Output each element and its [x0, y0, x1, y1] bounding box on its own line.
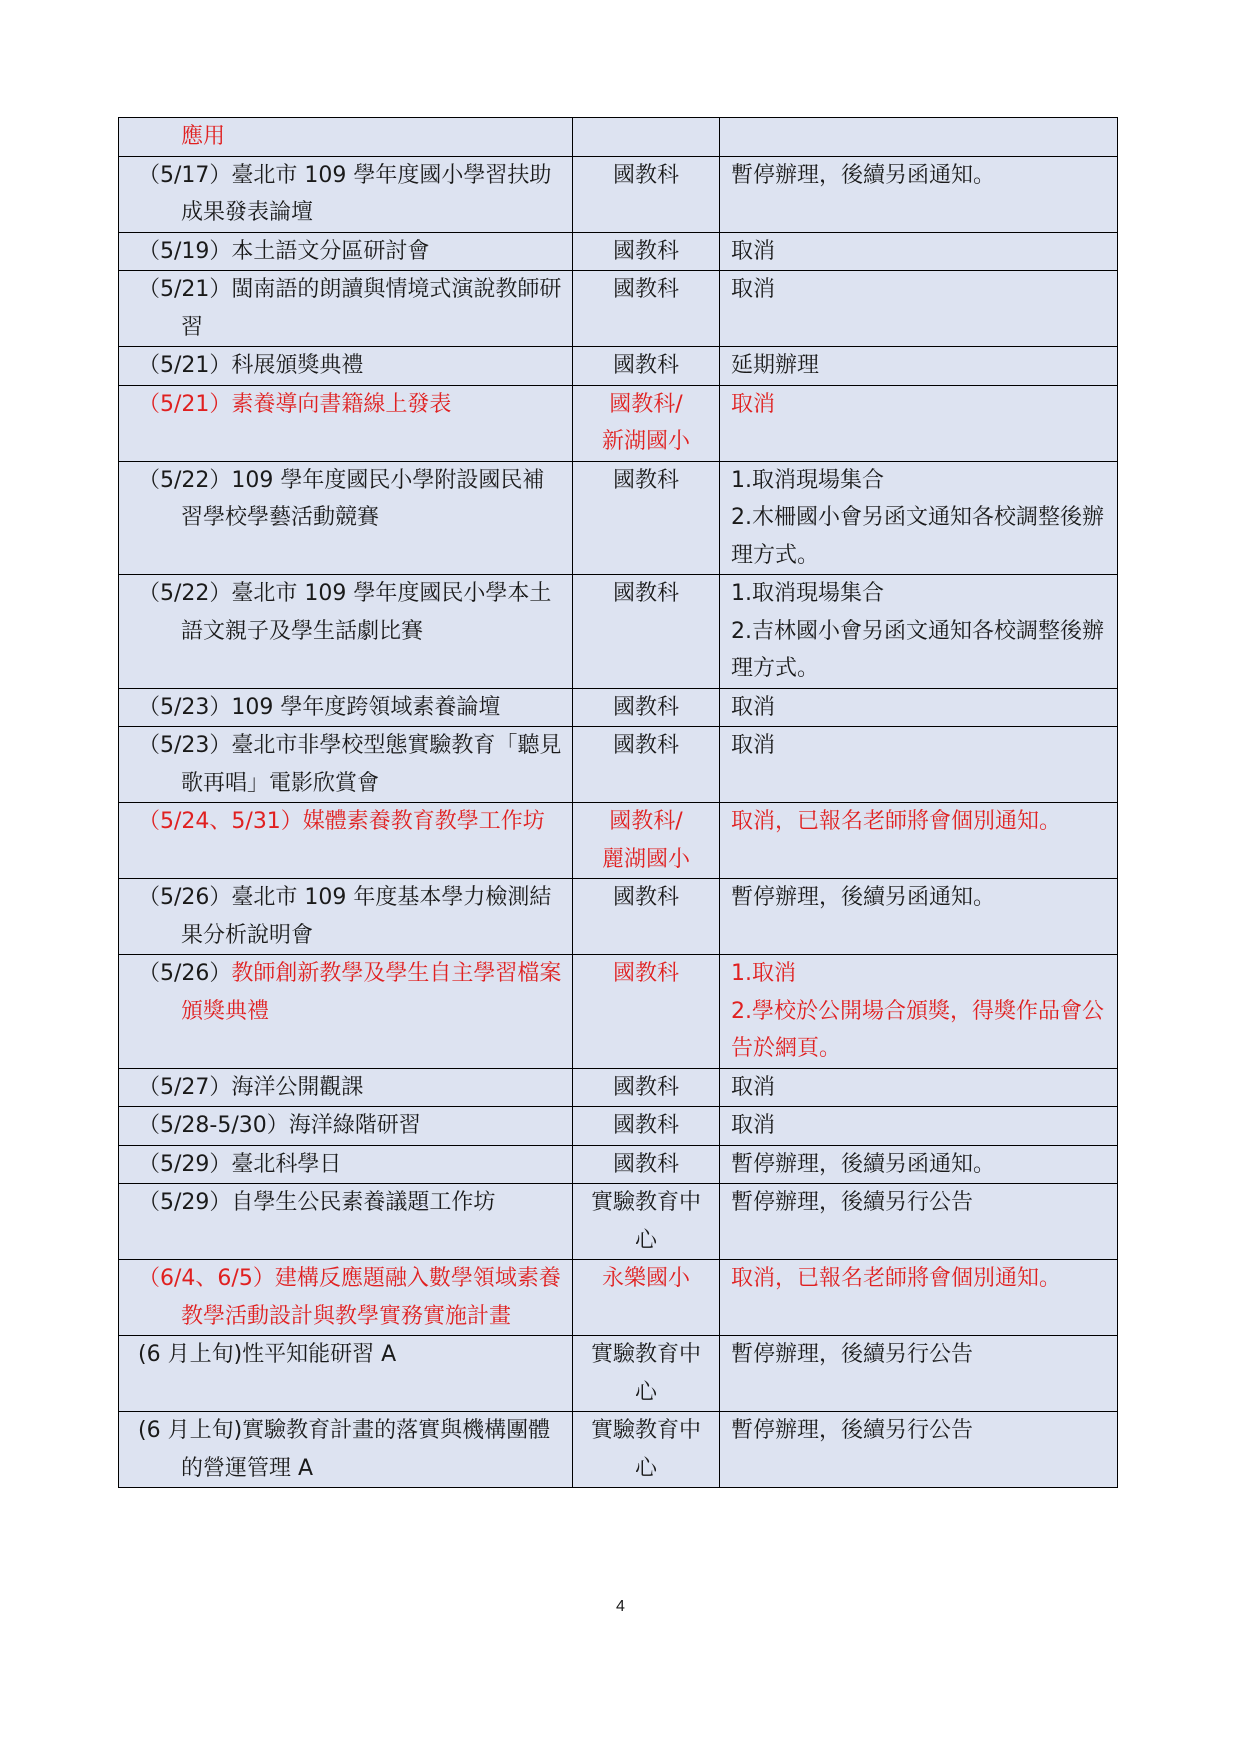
organizer-text: 國教科 — [612, 1151, 679, 1177]
organizer-cell — [573, 1145, 720, 1184]
organizer-text: 實驗教育中 — [590, 1190, 701, 1215]
status-text: 暫停辦理，後續另行公告 — [731, 1418, 974, 1443]
status-cell — [720, 575, 1118, 689]
event-cell — [119, 1184, 573, 1260]
event-status-table — [118, 117, 1118, 1488]
status-text: 取消 — [731, 733, 776, 758]
status-text: 取消，已報名老師將會個別通知。 — [731, 1266, 1062, 1291]
page-number: 4 — [616, 1598, 625, 1615]
event-text: （5/21）素養導向書籍線上發表 — [138, 391, 452, 417]
table-row — [119, 385, 1118, 461]
status-cell — [720, 385, 1118, 461]
event-text: （5/27）海洋公開觀課 — [138, 1074, 364, 1100]
status-text: 取消 — [731, 694, 776, 720]
organizer-text: 國教科 — [612, 277, 679, 302]
organizer-text: 國教科/ — [609, 809, 683, 834]
event-text: 應用 — [181, 124, 226, 149]
table-row — [119, 118, 1118, 157]
table-row — [119, 271, 1118, 347]
status-text: 暫停辦理，後續另函通知。 — [731, 162, 996, 188]
organizer-text: 國教科 — [612, 885, 679, 910]
organizer-cell — [573, 461, 720, 575]
table-row — [119, 575, 1118, 689]
status-cell — [720, 156, 1118, 232]
organizer-cell — [573, 803, 720, 879]
table-row — [119, 1145, 1118, 1184]
table-row — [119, 1336, 1118, 1412]
organizer-text: 心 — [634, 1379, 657, 1405]
event-cell — [119, 1145, 573, 1184]
table-row — [119, 1068, 1118, 1107]
status-cell — [720, 879, 1118, 955]
organizer-cell — [573, 688, 720, 727]
status-text: 暫停辦理，後續另行公告 — [731, 1342, 974, 1367]
status-text: 1.取消現場集合 — [731, 467, 884, 493]
organizer-text: 新湖國小 — [601, 429, 690, 454]
organizer-cell — [573, 385, 720, 461]
event-text: （6/4、6/5）建構反應題融入數學領域素養教學活動設計與教學實務實施計畫 — [138, 1266, 561, 1329]
organizer-cell — [573, 955, 720, 1069]
event-date: （5/26） — [138, 961, 232, 986]
status-text: 暫停辦理，後續另行公告 — [731, 1190, 974, 1215]
organizer-cell — [573, 1336, 720, 1412]
status-cell — [720, 803, 1118, 879]
organizer-cell — [573, 118, 720, 157]
organizer-cell — [573, 1107, 720, 1146]
table-row — [119, 1107, 1118, 1146]
status-text: 延期辦理 — [731, 353, 820, 378]
status-cell — [720, 118, 1118, 157]
event-cell — [119, 688, 573, 727]
table-row — [119, 232, 1118, 271]
organizer-text: 國教科 — [612, 353, 679, 378]
event-text: （5/19）本土語文分區研討會 — [138, 238, 430, 264]
status-cell — [720, 347, 1118, 386]
table-row — [119, 156, 1118, 232]
table-row — [119, 727, 1118, 803]
event-text: （5/28-5/30）海洋綠階研習 — [138, 1113, 421, 1138]
organizer-text: 麗湖國小 — [601, 846, 690, 872]
organizer-text: 國教科 — [612, 238, 679, 264]
event-cell — [119, 727, 573, 803]
organizer-text: 國教科 — [612, 581, 679, 606]
organizer-cell — [573, 1184, 720, 1260]
status-text: 取消 — [731, 1074, 776, 1100]
status-text: 暫停辦理，後續另函通知。 — [731, 885, 996, 910]
status-cell — [720, 1107, 1118, 1146]
event-cell — [119, 232, 573, 271]
event-cell — [119, 1068, 573, 1107]
organizer-cell — [573, 156, 720, 232]
organizer-cell — [573, 347, 720, 386]
organizer-text: 心 — [634, 1227, 657, 1253]
event-text: （5/22）109 學年度國民小學附設國民補習學校學藝活動競賽 — [138, 467, 545, 530]
organizer-cell — [573, 271, 720, 347]
event-cell — [119, 271, 573, 347]
status-text: 取消，已報名老師將會個別通知。 — [731, 809, 1062, 834]
status-text: 暫停辦理，後續另函通知。 — [731, 1151, 996, 1177]
status-cell — [720, 955, 1118, 1069]
event-text: （5/24、5/31）媒體素養教育教學工作坊 — [138, 809, 545, 834]
status-text: 取消 — [731, 238, 776, 264]
status-cell — [720, 688, 1118, 727]
event-text — [138, 955, 564, 1030]
organizer-text: 國教科 — [612, 733, 679, 758]
organizer-text: 實驗教育中 — [590, 1342, 701, 1367]
event-text: （5/23）臺北市非學校型態實驗教育「聽見歌再唱」電影欣賞會 — [138, 733, 562, 796]
table-row — [119, 1260, 1118, 1336]
table-row — [119, 879, 1118, 955]
status-text: 2.學校於公開場合頒獎，得獎作品會公告於網頁。 — [731, 998, 1104, 1061]
status-cell — [720, 232, 1118, 271]
status-text: 1.取消現場集合 — [731, 581, 884, 606]
organizer-text: 國教科 — [612, 961, 679, 986]
event-text: （5/23）109 學年度跨領域素養論壇 — [138, 694, 501, 720]
event-text: （5/29）自學生公民素養議題工作坊 — [138, 1190, 496, 1215]
organizer-cell — [573, 727, 720, 803]
event-text: （5/29）臺北科學日 — [138, 1151, 342, 1177]
event-cell — [119, 955, 573, 1069]
organizer-text: 國教科 — [612, 1113, 679, 1138]
status-cell — [720, 1336, 1118, 1412]
organizer-cell — [573, 1260, 720, 1336]
organizer-text: 國教科/ — [609, 391, 683, 417]
table-body — [119, 118, 1118, 1488]
organizer-text: 實驗教育中 — [590, 1418, 701, 1443]
event-cell — [119, 879, 573, 955]
event-cell — [119, 1412, 573, 1488]
event-cell — [119, 1336, 573, 1412]
status-text: 2.吉林國小會另函文通知各校調整後辦理方式。 — [731, 618, 1104, 681]
event-text: （5/21）閩南語的朗讀與情境式演說教師研習 — [138, 277, 562, 340]
organizer-cell — [573, 1412, 720, 1488]
table-row — [119, 1412, 1118, 1488]
table-row — [119, 347, 1118, 386]
status-text: 取消 — [731, 1113, 776, 1138]
status-text: 2.木柵國小會另函文通知各校調整後辦理方式。 — [731, 505, 1104, 568]
event-cell — [119, 385, 573, 461]
event-title: 教師創新教學及學生自主學習檔案頒獎典禮 — [181, 961, 562, 1024]
table-row — [119, 461, 1118, 575]
event-cell — [119, 1107, 573, 1146]
status-cell — [720, 1145, 1118, 1184]
table-row — [119, 1184, 1118, 1260]
event-text: (6 月上旬)性平知能研習 A — [138, 1342, 397, 1367]
status-text: 取消 — [731, 391, 776, 417]
organizer-cell — [573, 575, 720, 689]
event-cell — [119, 461, 573, 575]
event-text: （5/17）臺北市 109 學年度國小學習扶助成果發表論壇 — [138, 162, 552, 225]
event-cell — [119, 347, 573, 386]
organizer-text: 國教科 — [612, 467, 679, 493]
event-cell — [119, 803, 573, 879]
organizer-cell — [573, 232, 720, 271]
event-cell — [119, 156, 573, 232]
status-cell — [720, 1068, 1118, 1107]
status-cell — [720, 461, 1118, 575]
event-text: (6 月上旬)實驗教育計畫的落實與機構團體的營運管理 A — [138, 1418, 551, 1481]
status-text: 取消 — [731, 277, 776, 302]
organizer-text: 國教科 — [612, 1074, 679, 1100]
organizer-cell — [573, 879, 720, 955]
table-row — [119, 955, 1118, 1069]
event-cell — [119, 1260, 573, 1336]
status-cell — [720, 727, 1118, 803]
organizer-cell — [573, 1068, 720, 1107]
status-cell — [720, 1412, 1118, 1488]
organizer-text: 國教科 — [612, 162, 679, 188]
status-cell — [720, 1260, 1118, 1336]
event-text: （5/21）科展頒獎典禮 — [138, 353, 364, 378]
status-cell — [720, 1184, 1118, 1260]
organizer-text: 永樂國小 — [601, 1266, 690, 1291]
table-row — [119, 688, 1118, 727]
event-text: （5/22）臺北市 109 學年度國民小學本土語文親子及學生話劇比賽 — [138, 581, 552, 644]
event-cell — [119, 575, 573, 689]
table-row — [119, 803, 1118, 879]
status-text: 1.取消 — [731, 961, 796, 986]
event-cell — [119, 118, 573, 157]
organizer-text: 國教科 — [612, 694, 679, 720]
organizer-text: 心 — [634, 1455, 657, 1481]
event-text: （5/26）臺北市 109 年度基本學力檢測結果分析說明會 — [138, 885, 552, 948]
status-cell — [720, 271, 1118, 347]
